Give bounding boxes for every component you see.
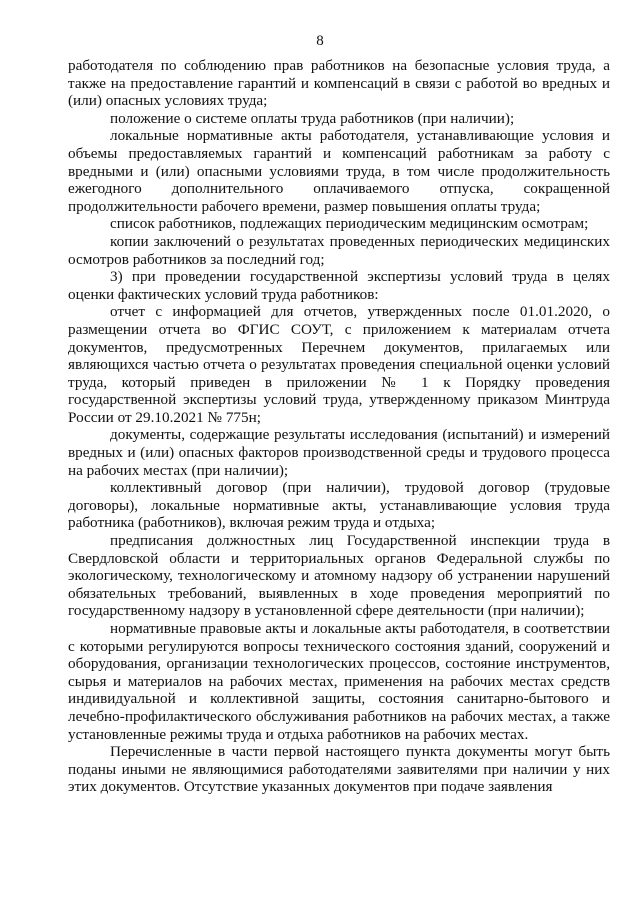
page-number: 8 <box>316 33 324 49</box>
paragraph: предписания должностных лиц Государственной инспекции труда в Свердловской области и территориальных органов Федеральной службы по экологическому, технологическому и атомному надзору об устранении нарушений обязательных требований, выявленных в ходе проведения мероприятий по государственному надзору в установленной сфере деятельности (при наличии); <box>68 532 610 620</box>
paragraph: работодателя по соблюдению прав работников на безопасные условия труда, а также на предоставление гарантий и компенсаций в связи с работой во вредных и (или) опасных условиях труда; <box>68 57 610 110</box>
paragraph: 3) при проведении государственной экспертизы условий труда в целях оценки фактических условий труда работников: <box>68 268 610 303</box>
paragraph: нормативные правовые акты и локальные акты работодателя, в соответствии с которыми регулируются вопросы технического состояния зданий, сооружений и оборудования, организации технологических процессов, состояние инструментов, сырья и материалов на рабочих местах, применения на рабочих местах средств индивидуальной и коллективной защиты, состояния санитарно-бытового и лечебно-профилактического обслуживания работников на рабочих местах, а также установленные режимы труда и отдыха работников на рабочих местах. <box>68 620 610 743</box>
paragraph: коллективный договор (при наличии), трудовой договор (трудовые договоры), локальные нормативные акты, устанавливающие условия труда работника (работников), включая режим труда и отдыха; <box>68 479 610 532</box>
paragraph: копии заключений о результатах проведенных периодических медицинских осмотров работников за последний год; <box>68 232 610 268</box>
paragraph: положение о системе оплаты труда работников (при наличии); <box>110 109 515 127</box>
paragraph: локальные нормативные акты работодателя, устанавливающие условия и объемы предоставляемых гарантий и компенсаций работникам за работу с вредными и (или) опасными условиями труда, в том числе продолжительность ежегодного дополнительного оплачиваемого отпуска, сокращенной продолжительности рабочего времени, размер повышения оплаты труда; <box>68 127 610 215</box>
document-body <box>68 57 610 796</box>
paragraph: список работников, подлежащих периодическим медицинским осмотрам; <box>110 215 589 233</box>
paragraph: Перечисленные в части первой настоящего пункта документы могут быть поданы иными не являющимися работодателями заявителями при наличии у них этих документов. Отсутствие указанных документов при подаче заявления <box>68 743 610 796</box>
paragraph: отчет с информацией для отчетов, утвержденных после 01.01.2020, о размещении отчета во ФГИС СОУТ, с приложением к материалам отчета документов, предусмотренных Перечнем документов, прилагаемых или являющихся частью отчета о результатах проведения специальной оценки условий труда, который приведен в приложении № 1 к Порядку проведения государственной экспертизы условий труда, утвержденному приказом Минтруда России от 29.10.2021 № 775н; <box>68 303 610 426</box>
paragraph: документы, содержащие результаты исследования (испытаний) и измерений вредных и (или) опасных факторов производственной среды и трудового процесса на рабочих местах (при наличии); <box>68 426 610 479</box>
